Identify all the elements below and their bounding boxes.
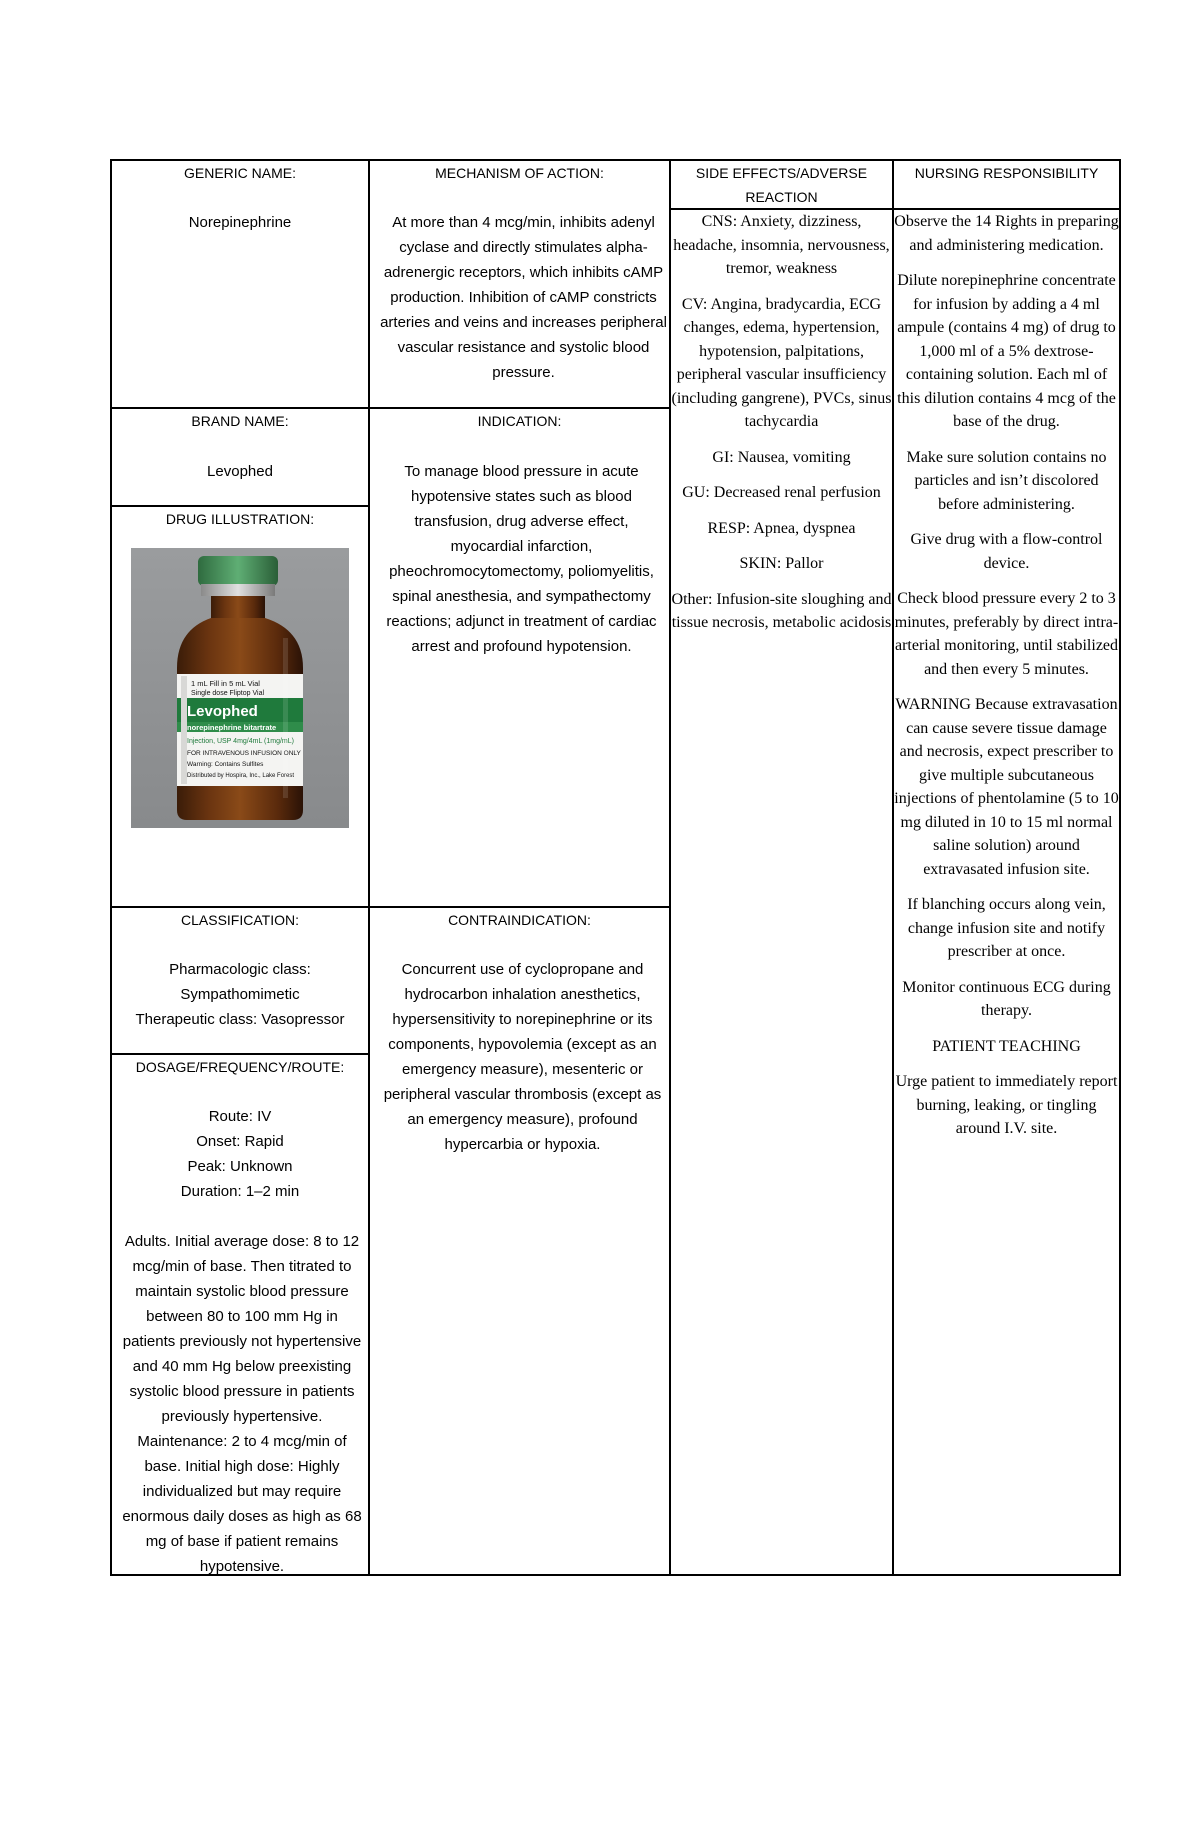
nursing-item-rights: Observe the 14 Rights in preparing and administering medication. — [894, 213, 1119, 254]
mechanism-heading: MECHANISM OF ACTION: — [435, 165, 604, 181]
vial-label-drug: norepinephrine bitartrate — [187, 723, 277, 732]
dosage-route: Route: IV — [208, 1108, 272, 1125]
nursing-item-teaching: Urge patient to immediately report burning, leaking, or tingling around I.V. site. — [895, 1073, 1118, 1137]
nursing-list — [894, 210, 1119, 1141]
side-effect-resp: RESP: Apnea, dyspnea — [707, 519, 856, 537]
dosage-peak: Peak: Unknown — [187, 1158, 293, 1175]
nursing-item-ecg: Monitor continuous ECG during therapy. — [902, 978, 1111, 1019]
nursing-item-blood-pressure: Check blood pressure every 2 to 3 minutes, preferably by direct intra-arterial monitoring, until stabilized and then every 5 minutes. — [894, 590, 1119, 678]
indication-heading: INDICATION: — [477, 413, 562, 429]
side-effect-cns: CNS: Anxiety, dizziness, headache, insomnia, nervousness, tremor, weakness — [673, 213, 890, 277]
classification-value: Pharmacologic class: Sympathomimetic Therapeutic class: Vasopressor — [135, 961, 345, 1028]
patient-teaching-heading: PATIENT TEACHING — [932, 1037, 1081, 1055]
nursing-item-particles: Make sure solution contains no particles and isn’t discolored before administering. — [906, 448, 1107, 513]
vial-label-brand: Levophed — [187, 703, 258, 720]
vial-label-warning: Warning: Contains Sulfites — [187, 761, 264, 768]
side-effect-cv: CV: Angina, bradycardia, ECG changes, edema, hypertension, hypotension, palpitations, peripheral vascular insufficiency (including gangrene), PVCs, sinus tachycardia — [671, 295, 892, 430]
vial-label-route: FOR INTRAVENOUS INFUSION ONLY — [187, 750, 301, 757]
indication-value: To manage blood pressure in acute hypotensive states such as blood transfusion, drug adverse effect, myocardial infarction, pheochromocytomectomy, poliomyelitis, spinal anesthesia, and sympathectomy reactions; adjunct in treatment of cardiac arrest and profound hypotension. — [386, 463, 657, 655]
dosage-onset: Onset: Rapid — [196, 1133, 284, 1150]
mechanism-value: At more than 4 mcg/min, inhibits adenyl cyclase and directly stimulates alpha-adrenergic receptors, which inhibits cAMP production. Inhibition of cAMP constricts arteries and veins and increases peripheral vascular resistance and systolic blood pressure. — [380, 214, 667, 381]
vial-label-dist: Distributed by Hospira, Inc., Lake Forest — [187, 773, 295, 779]
generic-name-value: Norepinephrine — [188, 214, 292, 231]
side-effect-gu: GU: Decreased renal perfusion — [682, 484, 881, 501]
nursing-cell — [892, 159, 1121, 1576]
vial-label-line1: 1 mL Fill in 5 mL Vial — [191, 679, 260, 688]
side-effect-skin: SKIN: Pallor — [739, 555, 824, 572]
dosage-duration: Duration: 1–2 min — [180, 1183, 300, 1200]
indication-cell — [368, 407, 671, 908]
side-effects-cell — [669, 159, 894, 1576]
side-effect-other: Other: Infusion-site sloughing and tissue necrosis, metabolic acidosis — [671, 590, 892, 631]
nursing-heading: NURSING RESPONSIBILITY — [914, 165, 1099, 181]
side-effect-gi: GI: Nausea, vomiting — [712, 448, 851, 466]
nursing-item-blanching: If blanching occurs along vein, change infusion site and notify prescriber at once. — [907, 896, 1106, 960]
side-effects-heading: SIDE EFFECTS/ADVERSE REACTION — [695, 165, 868, 205]
nursing-item-dilute: Dilute norepinephrine concentrate for infusion by adding a 4 ml ampule (contains 4 mg) of drug to 1,000 ml of a 5% dextrose-containing solution. Each ml of this dilution contains 4 mcg of the base of the drug. — [897, 272, 1116, 430]
dosage-adults: Adults. Initial average dose: 8 to 12 mcg/min of base. Then titrated to maintain systolic blood pressure between 80 to 100 mm Hg in patients previously not hypertensive and 40 mm Hg below preexisting systolic blood pressure in patients previously hypertensive. Maintenance: 2 to 4 mcg/min of base. Initial high dose: Highly individualized but may require enormous daily doses as high as 68 mg of base if patient remains hypotensive. — [122, 1233, 362, 1575]
generic-name-cell — [110, 159, 370, 409]
contraindication-value: Concurrent use of cyclopropane and hydrocarbon inhalation anesthetics, hypersensitivity to norepinephrine or its components, hypovolemia (except as an emergency measure), mesenteric or peripheral vascular thrombosis (except as an emergency measure), profound hypercarbia or hypoxia. — [383, 961, 662, 1153]
side-effects-list — [671, 210, 892, 635]
brand-name-value: Levophed — [207, 463, 273, 480]
brand-name-heading: BRAND NAME: — [191, 413, 289, 429]
mechanism-cell — [368, 159, 671, 409]
classification-cell — [110, 906, 370, 1055]
vial-label-conc: Injection, USP 4mg/4mL (1mg/mL) — [187, 738, 294, 745]
brand-name-cell — [110, 407, 370, 507]
drug-illustration-heading: DRUG ILLUSTRATION: — [165, 511, 315, 527]
generic-name-heading: GENERIC NAME: — [183, 165, 296, 181]
contraindication-heading: CONTRAINDICATION: — [448, 912, 591, 928]
nursing-item-warning: WARNING Because extravasation can cause severe tissue damage and necrosis, expect prescriber to give multiple subcutaneous injections of phentolamine (5 to 10 mg diluted in 10 to 15 ml normal saline solution) around extravasated infusion site. — [894, 696, 1119, 878]
nursing-item-flow-control: Give drug with a flow-control device. — [910, 531, 1103, 572]
vial-label-line2: Single dose Fliptop Vial — [191, 690, 265, 697]
dosage-heading: DOSAGE/FREQUENCY/ROUTE: — [135, 1059, 345, 1075]
dosage-cell — [110, 1053, 370, 1576]
classification-heading: CLASSIFICATION: — [181, 912, 299, 928]
levophed-vial-photo — [131, 548, 349, 828]
contraindication-cell — [368, 906, 671, 1576]
